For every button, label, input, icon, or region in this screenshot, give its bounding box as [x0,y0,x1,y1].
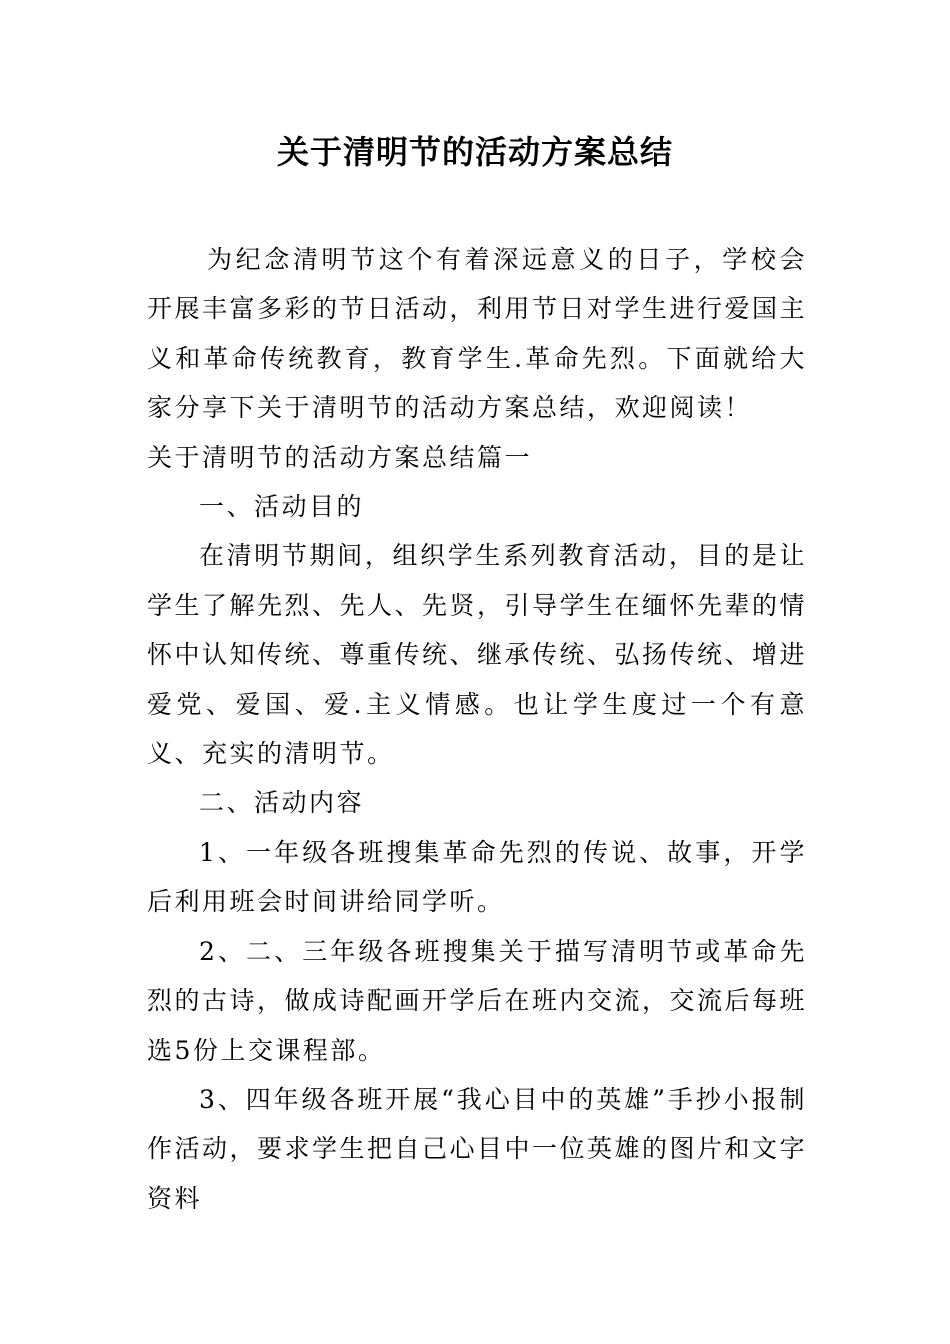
section-heading: 关于清明节的活动方案总结篇一 [147,442,533,472]
heading-activity-purpose: 一、活动目的 [199,492,365,522]
purpose-paragraph: 在清明节期间，组织学生系列教育活动，目的是让学生了解先烈、先人、先贤，引导学生在缅怀先辈的情怀中认知传统、尊重传统、继承传统、弘扬传统、增进爱党、爱国、爱.主义情感。也让学生度过一个有意义、充实的清明节。 [147,541,808,769]
document-body [147,235,807,1223]
intro-paragraph: 为纪念清明节这个有着深远意义的日子，学校会开展丰富多彩的节日活动，利用节日对学生进行爱国主义和革命传统教育，教育学生.革命先烈。下面就给大家分享下关于清明节的活动方案总结，欢迎阅读！ [147,245,808,423]
content-item-1: 1、一年级各班搜集革命先烈的传说、故事，开学后利用班会时间讲给同学听。 [147,837,807,917]
content-item-3: 3、四年级各班开展“我心目中的英雄”手抄小报制作活动，要求学生把自己心目中一位英雄的图片和文字资料 [147,1084,808,1213]
heading-activity-content: 二、活动内容 [199,788,365,818]
document-title: 关于清明节的活动方案总结 [276,133,673,171]
content-item-2: 2、二、三年级各班搜集关于描写清明节或革命先烈的古诗，做成诗配画开学后在班内交流，交流后每班选5份上交课程部。 [147,936,808,1065]
